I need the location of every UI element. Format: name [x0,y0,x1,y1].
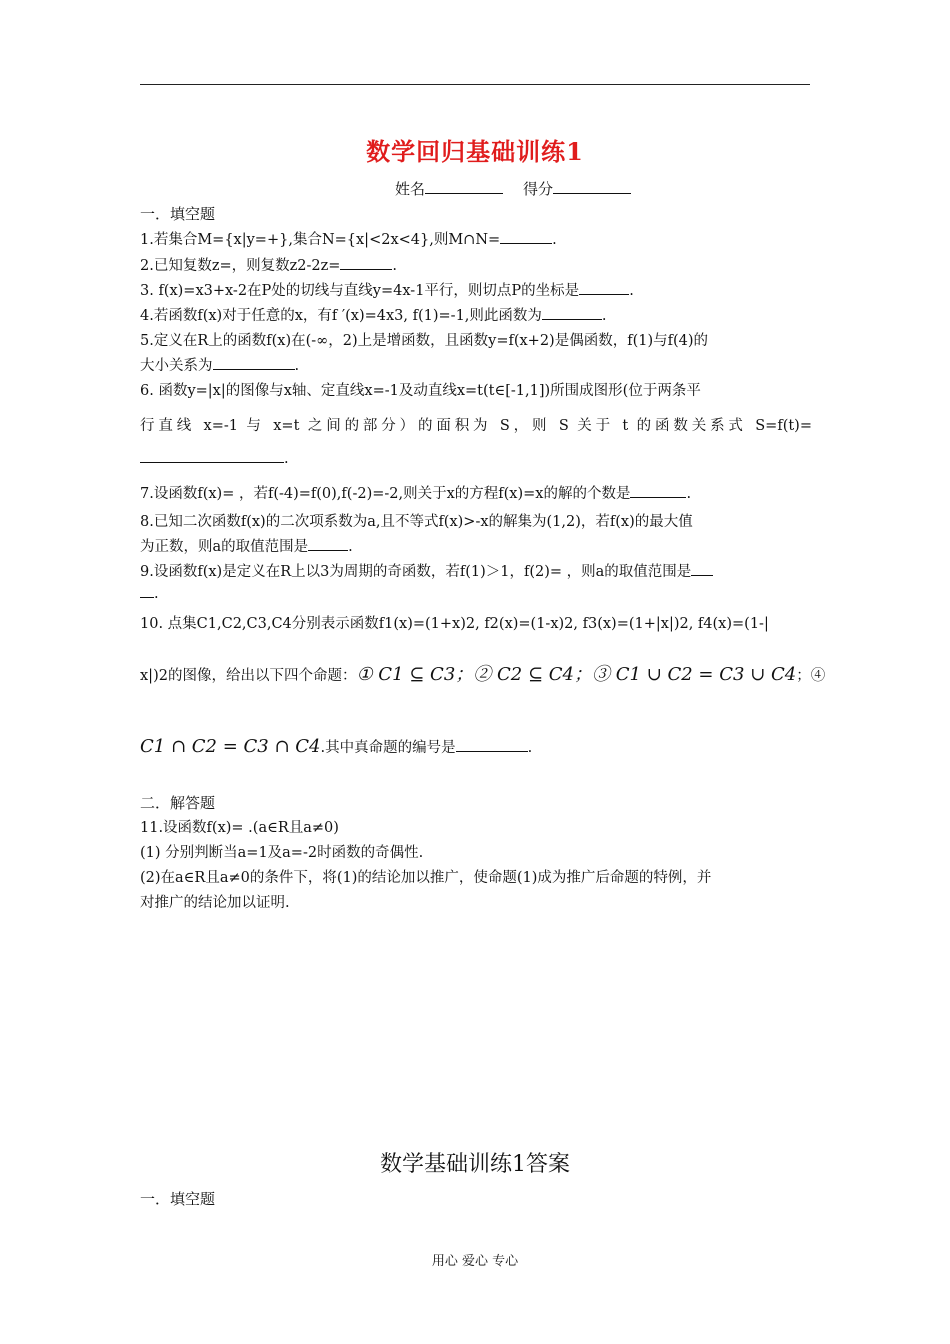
question-5-line1: 5.定义在R上的函数f(x)在(-∞，2)上是增函数，且函数y=f(x+2)是偶函数，f(1)与f(4)的 [140,333,709,349]
question-11-part1: (1) 分别判断当a=1及a=-2时函数的奇偶性. [140,845,424,861]
question-4: 4.若函数f(x)对于任意的x，有f ′(x)=4x3, f(1)=-1,则此函数为 . [140,308,607,324]
page-title: 数学回归基础训练1 [366,137,584,166]
answer-title: 数学基础训练1答案 [380,1152,570,1177]
question-9-line1: 9.设函数f(x)是定义在R上以3为周期的奇函数，若f(1)＞1，f(2)= ，则a的取值范围是 [140,560,713,581]
question-2: 2.已知复数z=，则复数z2-2z= . [140,258,398,274]
question-8-line2: 为正数，则a的取值范围是 . [140,539,353,555]
question-1: 1.若集合M={x|y=+},集合N={x|<2x<4},则M∩N= . [140,232,557,248]
question-8-line1: 8.已知二次函数f(x)的二次项系数为a,且不等式f(x)>-x的解集为(1,2)，若f(x)的最大值 [140,514,693,530]
question-10-line1: 10. 点集C1,C2,C3,C4分别表示函数f1(x)=(1+x)2, f2(x)=(1-x)2, f3(x)=(1+|x|)2, f4(x)=(1-| [140,616,769,632]
question-5-line2: 大小关系为 . [140,358,300,374]
score-label: 得分 [523,180,554,198]
answer-section-heading: 一．填空题 [140,1190,216,1208]
section-fill-in-heading: 一．填空题 [140,205,216,223]
question-6-line1: 6. 函数y=|x|的图像与x轴、定直线x=-1及动直线x=t(t∈[-1,1])所围成图形(位于两条平 [140,383,701,399]
question-7: 7.设函数f(x)= ，若f(-4)=f(0),f(-2)=-2,则关于x的方程f(x)=x的解的个数是 . [140,486,692,502]
name-score-line [395,178,631,199]
question-11: 11.设函数f(x)= .(a∈R且a≠0) [140,820,339,836]
question-6-line2: 行直线 x=-1 与 x=t 之间的部分）的面积为 S，则 S 关于 t 的函数关系式 S=f(t)= [140,418,812,434]
section-solve-heading: 二．解答题 [140,794,216,812]
question-10-line2: x|)2的图像，给出以下四个命题：① C1 ⊆ C3；② C2 ⊆ C4；③ C1 ∪ C2 = C3 ∪ C4；④ [140,664,826,685]
page-footer: 用心 爱心 专心 [431,1254,519,1269]
question-10-line3: C1 ∩ C2 = C3 ∩ C4.其中真命题的编号是 . [140,736,533,757]
name-label: 姓名 [395,180,426,198]
score-blank [553,179,631,194]
question-3: 3. f(x)=x3+x-2在P处的切线与直线y=4x-1平行，则切点P的坐标是 . [140,283,634,299]
question-11-part2-line2: 对推广的结论加以证明. [140,895,290,911]
header-rule [140,84,810,85]
question-9-line2: . [140,585,159,602]
name-blank [425,179,503,194]
question-6-line3: . [140,450,289,467]
question-11-part2-line1: (2)在a∈R且a≠0的条件下，将(1)的结论加以推广，使命题(1)成为推广后命题的特例，并 [140,870,712,886]
